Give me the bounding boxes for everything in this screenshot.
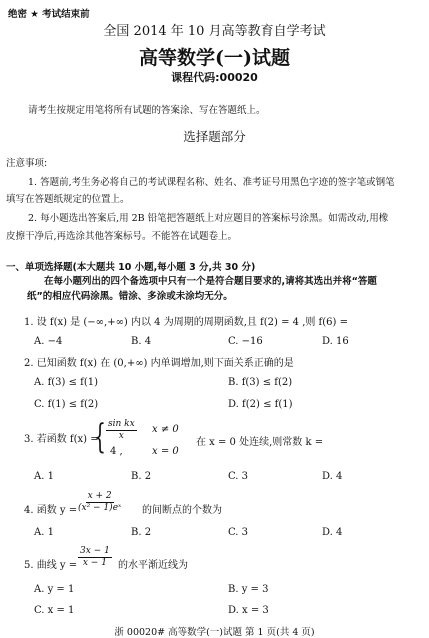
part1-desc-line-2: 纸”的相应代码涂黑。错涂、多涂或未涂均无分。 — [27, 291, 233, 302]
secret-mark: 绝密 ★ 考试结束前 — [8, 9, 90, 20]
q3-case-1-fraction — [106, 420, 137, 441]
q3-option-b: B. 2 — [131, 471, 152, 482]
q1-option-c: C. −16 — [228, 336, 263, 347]
q3-case-1-numerator: sin kx — [108, 419, 135, 429]
q4-suffix: 的间断点的个数为 — [142, 505, 222, 516]
q1-option-a: A. −4 — [34, 336, 63, 347]
instruction-line: 请考生按规定用笔将所有试题的答案涂、写在答题纸上。 — [28, 105, 266, 116]
q5-fraction — [78, 547, 112, 568]
section-title: 选择题部分 — [183, 129, 246, 144]
q3-option-d: D. 4 — [322, 471, 343, 482]
exam-name: 全国 2014 年 10 月高等教育自学考试 — [103, 24, 326, 39]
page-title: 高等数学(一)试题 — [139, 47, 290, 69]
q3-case-2-condition: x = 0 — [152, 446, 179, 457]
q4-prefix: 4. 函数 y = — [24, 505, 78, 516]
q5-option-d: D. x = 3 — [228, 605, 269, 616]
q3-suffix: 在 x = 0 处连续,则常数 k = — [196, 437, 324, 448]
q3-prefix: 3. 若函数 f(x) = — [24, 434, 99, 445]
notice-title: 注意事项: — [6, 158, 48, 169]
notice-2-line-1: 2. 每小题选出答案后,用 2B 铅笔把答题纸上对应题目的答案标号涂黑。如需改动,用橡 — [28, 213, 389, 224]
q3-option-c: C. 3 — [228, 471, 249, 482]
q4-denominator: (x² − 1)eˣ — [78, 503, 122, 513]
notice-2-line-2: 皮擦干净后,再选涂其他答案标号。不能答在试题卷上。 — [6, 231, 238, 242]
q2-stem: 2. 已知函数 f(x) 在 (0,+∞) 内单调增加,则下面关系正确的是 — [24, 358, 294, 369]
q1-option-d: D. 16 — [322, 336, 349, 347]
q5-option-c: C. x = 1 — [34, 605, 75, 616]
q2-option-d: D. f(2) ≤ f(1) — [228, 399, 293, 410]
q3-brace: { — [94, 417, 106, 457]
q4-option-c: C. 3 — [228, 527, 249, 538]
q4-option-b: B. 2 — [131, 527, 152, 538]
q3-option-a: A. 1 — [34, 471, 54, 482]
q2-option-b: B. f(3) ≤ f(2) — [228, 377, 293, 388]
q5-option-a: A. y = 1 — [34, 584, 75, 595]
q1-stem: 1. 设 f(x) 是 (−∞,+∞) 内以 4 为周期的周期函数,且 f(2) = 4 ,则 f(6) = — [24, 317, 348, 328]
notice-1-line-2: 填写在答题纸规定的位置上。 — [6, 194, 130, 205]
q3-case-2-value: 4 , — [110, 446, 123, 457]
page-footer: 浙 00020# 高等数学(一)试题 第 1 页(共 4 页) — [114, 627, 315, 638]
q3-case-1-condition: x ≠ 0 — [152, 424, 179, 435]
q1-option-b: B. 4 — [131, 336, 152, 347]
q5-numerator: 3x − 1 — [80, 546, 110, 556]
notice-1-line-1: 1. 答题前,考生务必将自己的考试课程名称、姓名、准考证号用黑色字迹的签字笔或钢笔 — [28, 177, 395, 188]
q5-suffix: 的水平渐近线为 — [118, 560, 188, 571]
q2-option-a: A. f(3) ≤ f(1) — [34, 377, 99, 388]
q3-case-1-denominator: x — [118, 431, 124, 441]
course-code: 课程代码:00020 — [171, 71, 258, 84]
q5-prefix: 5. 曲线 y = — [24, 560, 78, 571]
part1-desc-line-1: 在每小题列出的四个备选项中只有一个是符合题目要求的,请将其选出并将“答题 — [44, 276, 377, 287]
q4-option-d: D. 4 — [322, 527, 343, 538]
q4-option-a: A. 1 — [34, 527, 54, 538]
q4-fraction — [78, 492, 121, 513]
q2-option-c: C. f(1) ≤ f(2) — [34, 399, 99, 410]
q5-denominator: x − 1 — [82, 558, 107, 568]
q4-numerator: x + 2 — [87, 491, 112, 501]
part1-heading: 一、单项选择题(本大题共 10 小题,每小题 3 分,共 30 分) — [6, 262, 256, 273]
q5-option-b: B. y = 3 — [228, 584, 269, 595]
